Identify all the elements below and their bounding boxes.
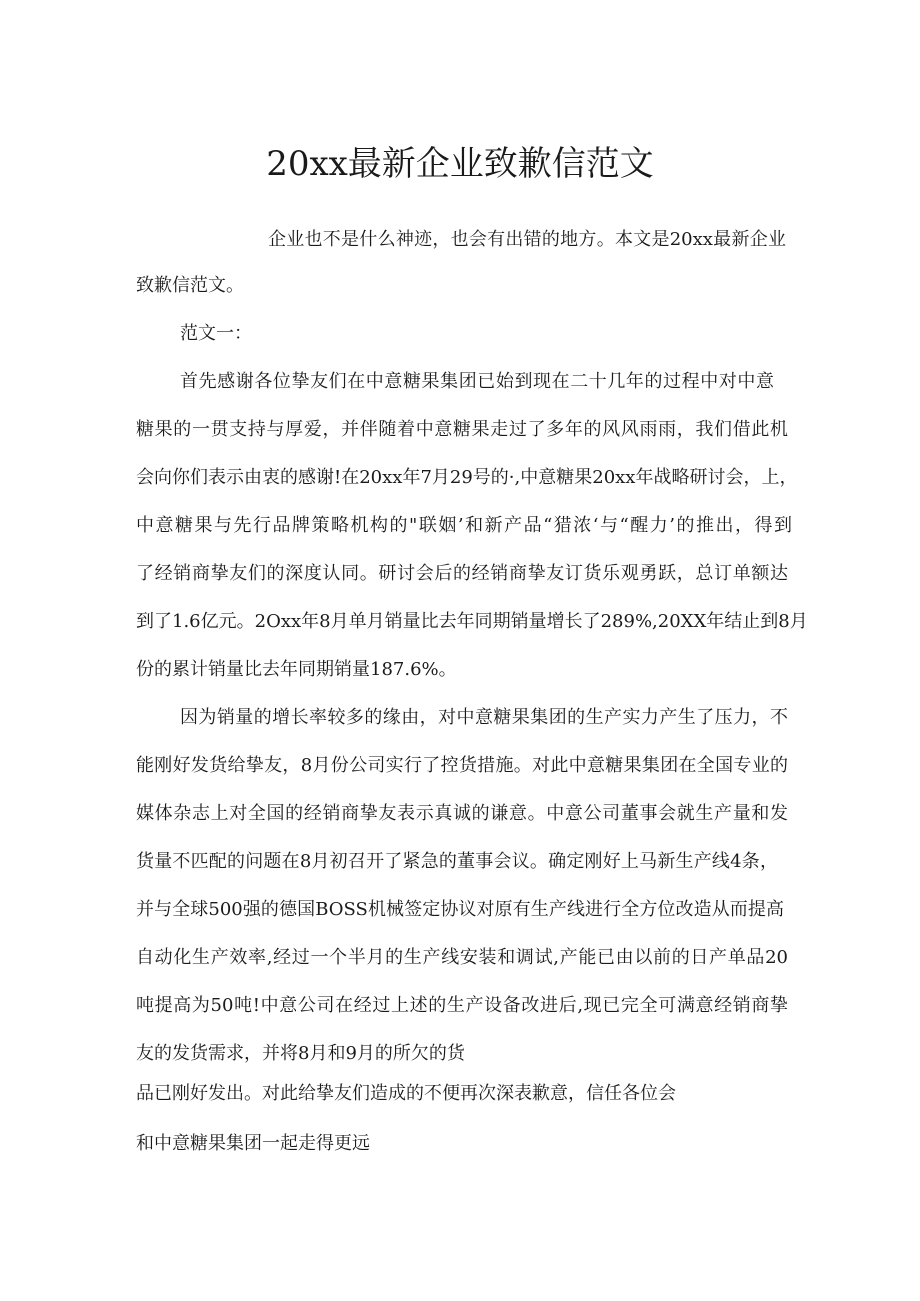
paragraph1-line-4: 中意糖果与先行品牌策略机构的"联姻’和新产品“猎浓‘与“醒力’的推出，得到	[136, 515, 792, 536]
paragraph1-line-3: 会向你们表示由衷的感谢!在20xx年7月29号的·,中意糖果20xx年战略研讨会，上，	[136, 467, 798, 488]
paragraph1-line-2: 糖果的一贯支持与厚爱，并伴随着中意糖果走过了多年的风风雨雨，我们借此机	[136, 419, 788, 440]
paragraph2-line-4: 货量不匹配的问题在8月初召开了紧急的董事会议。确定刚好上马新生产线4条，	[136, 851, 778, 872]
paragraph1-line-1: 首先感谢各位挚友们在中意糖果集团已始到现在二十几年的过程中对中意	[180, 371, 774, 392]
intro-line-2: 致歉信范文。	[136, 275, 244, 296]
paragraph2-line-5: 并与全球500强的德国BOSS机械签定协议对原有生产线进行全方位改造从而提高	[136, 899, 784, 920]
paragraph2-line-9: 品已刚好发出。对此给挚友们造成的不便再次深表歉意，信任各位会	[136, 1083, 676, 1104]
paragraph2-line-3: 媒体杂志上对全国的经销商挚友表示真诚的谦意。中意公司董事会就生产量和发	[136, 803, 788, 824]
paragraph2-line-10: 和中意糖果集团一起走得更远	[136, 1133, 370, 1154]
paragraph2-line-1: 因为销量的增长率较多的缘由，对中意糖果集团的生产实力产生了压力，不	[180, 707, 788, 728]
intro-line-1: 企业也不是什么神迹，也会有出错的地方。本文是20xx最新企业	[268, 229, 786, 250]
document-title: 20xx最新企业致歉信范文	[266, 144, 654, 184]
paragraph1-line-6: 到了1.6亿元。2Oxx年8月单月销量比去年同期销量增长了289%,20XX年结止到8月	[136, 611, 808, 632]
paragraph1-line-7: 份的累计销量比去年同期销量187.6%。	[136, 659, 457, 680]
paragraph2-line-6: 自动化生产效率,经过一个半月的生产线安装和调试,产能已由以前的日产单品20	[136, 947, 788, 968]
paragraph2-line-7: 吨提高为50吨!中意公司在经过上述的生产设备改进后,现已完全可满意经销商挚	[136, 995, 788, 1016]
section-heading: 范文一：	[180, 323, 252, 344]
paragraph2-line-2: 能刚好发货给挚友，8月份公司实行了控货措施。对此中意糖果集团在全国专业的	[136, 755, 788, 776]
paragraph2-line-8: 友的发货需求，并将8月和9月的所欠的货	[136, 1043, 465, 1064]
paragraph1-line-5: 了经销商挚友们的深度认同。研讨会后的经销商挚友订货乐观勇跃，总订单额达	[136, 563, 788, 584]
